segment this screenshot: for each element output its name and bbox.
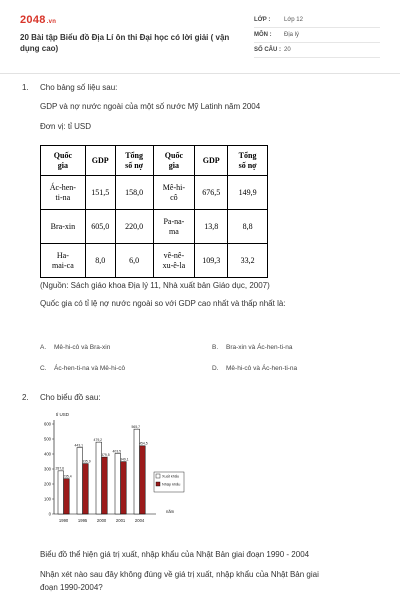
table-cell: vê-nê- xu-ê-la [153,244,195,278]
table-cell: Pa-na- ma [153,210,195,244]
data-table [40,145,268,278]
table-row [41,244,268,278]
option-c[interactable] [40,365,125,372]
legend-label: Xuất khẩu [162,474,180,479]
table-cell: 676,5 [195,176,228,210]
table-cell: 6,0 [115,244,153,278]
bar-value-label: 335,9 [82,459,91,464]
header-country: Quốc gia [153,146,195,176]
header-gdp: GDP [85,146,115,176]
option-d[interactable] [212,365,297,372]
table-cell: 158,0 [115,176,153,210]
question-1-number: 1. [22,83,29,92]
table-cell: Bra-xin [41,210,86,244]
meta-key: SỐ CÂU : [254,47,281,53]
legend-swatch [156,474,160,478]
header-debt: Tổng số nợ [228,146,268,176]
table-cell: 109,3 [195,244,228,278]
logo-suffix: .vn [46,19,57,25]
y-tick-label: 400 [44,451,51,457]
table-cell: 605,0 [85,210,115,244]
question-1-prompt: Cho bảng số liệu sau: [40,83,118,92]
x-tick-label: 2004 [134,518,145,523]
option-label: C. [40,365,47,372]
table-caption: GDP và nợ nước ngoài của một số nước Mỹ Latinh năm 2004 [40,102,261,111]
table-header-row [41,146,268,176]
table-cell: 8,0 [85,244,115,278]
table-cell: Mê-hi- cô [153,176,195,210]
y-tick-label: 500 [44,436,51,442]
bar-export [77,448,83,514]
x-tick-label: 1995 [77,518,88,523]
meta-key: LỚP : [254,17,271,23]
option-label: A. [40,344,47,351]
meta-value: Địa lý [284,32,300,38]
meta-subject [254,29,380,43]
bar-value-label: 443,1 [74,443,84,448]
y-tick-label: 300 [44,466,51,472]
table-cell: 8,8 [228,210,268,244]
x-axis-label: năm [166,509,175,514]
question-2-number: 2. [22,393,29,402]
option-label: D. [212,365,219,372]
header-gdp: GDP [195,146,228,176]
bar-value-label: 454,5 [139,441,148,446]
table-cell: Ha- mai-ca [41,244,86,278]
bar-import [140,446,146,514]
bar-value-label: 235,4 [63,474,72,479]
y-tick-label: 200 [44,481,51,487]
bar-import [121,462,127,514]
export-import-bar-chart [34,406,194,530]
document-title: 20 Bài tập Biểu đồ Địa Lí ôn thi Đại học có lời giải ( vận dụng cao) [20,33,230,53]
page-header [0,0,400,74]
meta-class [254,14,380,28]
option-a[interactable] [40,344,110,351]
y-axis-label: tỉ USD [56,412,70,417]
option-b[interactable] [212,344,292,351]
logo-main: 2048 [20,14,46,26]
option-label: B. [212,344,219,351]
y-tick-label: 100 [44,496,51,502]
option-text: Mê-hi-cô và Ác-hen-ti-na [226,365,298,372]
table-cell: 220,0 [115,210,153,244]
chart-caption: Biểu đồ thể hiện giá trị xuất, nhập khẩu của Nhật Bản giai đoạn 1990 - 2004 [40,550,310,559]
x-tick-label: 2001 [115,518,126,523]
bar-import [64,479,70,514]
question-2-text-line-1: Nhận xét nào sau đây không đúng về giá trị xuất, nhập khẩu của Nhật Bản giai [40,570,319,579]
meta-value: Lớp 12 [284,17,303,23]
meta-value: 20 [284,47,291,53]
option-text: Bra-xin và Ác-hen-ti-na [226,344,293,351]
table-row [41,210,268,244]
table-row [41,176,268,210]
y-tick-label: 0 [48,511,51,517]
bar-value-label: 403,5 [112,449,122,454]
table-cell: 151,5 [85,176,115,210]
table-cell: 149,9 [228,176,268,210]
question-2-text-line-2: đoạn 1990-2004? [40,583,103,592]
table-cell: 13,8 [195,210,228,244]
table-source: (Nguồn: Sách giáo khoa Địa lý 11, Nhà xuất bản Giáo dục, 2007) [40,281,270,290]
legend-swatch [156,482,160,486]
legend-label: Nhập khẩu [162,482,181,487]
bar-value-label: 349,1 [120,457,129,462]
bar-import [83,464,89,514]
meta-key: MÔN : [254,32,272,38]
header-country: Quốc gia [41,146,86,176]
option-text: Mê-hi-cô và Bra-xin [54,344,111,351]
header-debt: Tổng số nợ [115,146,153,176]
table-cell: 33,2 [228,244,268,278]
question-2-prompt: Cho biểu đồ sau: [40,393,101,402]
bar-value-label: 479,2 [93,437,103,442]
x-tick-label: 1990 [58,518,69,523]
bar-import [102,457,108,514]
table-cell: Ác-hen- ti-na [41,176,86,210]
site-logo[interactable] [20,14,56,26]
bar-value-label: 287,6 [55,466,65,471]
table-unit: Đơn vị: tỉ USD [40,122,92,131]
x-tick-label: 2000 [96,518,107,523]
option-text: Ác-hen-ti-na và Mê-hi-cô [54,365,126,372]
meta-question-count [254,44,380,58]
bar-export [115,453,121,514]
bar-value-label: 379,5 [101,452,110,457]
y-tick-label: 600 [44,421,51,427]
bar-value-label: 565,7 [131,424,141,429]
question-1-text: Quốc gia có tỉ lệ nợ nước ngoài so với GDP cao nhất và thấp nhất là: [40,299,286,308]
